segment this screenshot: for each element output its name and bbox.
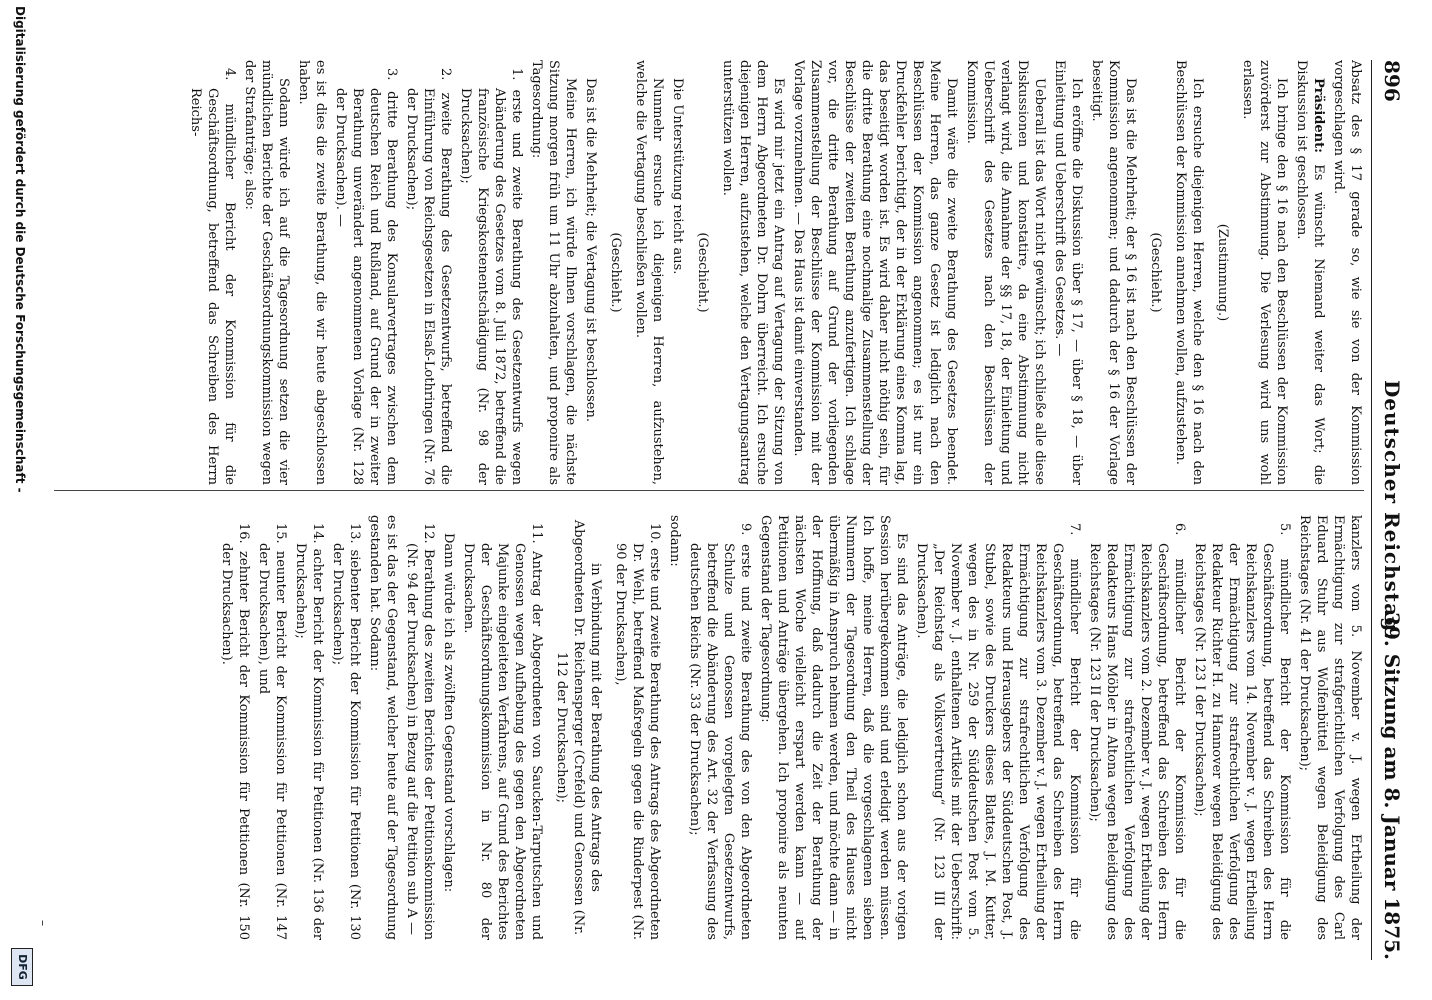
stage-direction: (Geschieht.) bbox=[608, 232, 623, 313]
paragraph bbox=[1293, 60, 1327, 485]
agenda-item: 2. zweite Berathung des Gesetzentwurfs, betreffend die Einführung von Reichsgesetzen in Elsaß-Lothringen (Nr. 76 der Drucksachen); bbox=[404, 68, 453, 485]
paragraph: Das ist die Mehrheit; die Vertagung ist beschlossen. bbox=[583, 78, 598, 422]
session-title: 39. Sitzung am 8. Januar 1875. bbox=[1380, 612, 1404, 960]
paragraph: es ist dies die zweite Berathung, die wir heute abgeschlossen haben. bbox=[296, 60, 328, 485]
page-header bbox=[1371, 60, 1412, 960]
paragraph: Die Unterstützung reicht aus. bbox=[670, 78, 685, 275]
right-column bbox=[54, 515, 1364, 940]
speech-text: Es wünscht Niemand weiter das Wort; die Diskussion ist geschlossen. bbox=[1294, 60, 1326, 485]
agenda-item: 12. Berathung des zweiten Berichtes der Petitionskommission (Nr. 94 der Drucksachen) in Bezug auf die Petition sub A — bbox=[404, 523, 436, 940]
paragraph: es ist das der Gegenstand, welcher heute auf der Tagesordnung gestanden hat. Sodann: bbox=[367, 515, 399, 940]
dfg-logo-icon: DFG bbox=[11, 948, 33, 986]
paragraph: Es wird mir jetzt ein Antrag auf Vertagung der Sitzung von dem Herrn Abgeordneten Dr. Dohrn überreicht. Ich ersuche diejenigen Herren, aufzustehen, welche den Vertagungsantrag unterstützen wollen. bbox=[720, 60, 786, 485]
paragraph: Damit wäre die zweite Berathung des Gesetzes beendet. Meine Herren, das ganze Gesetz ist lediglich nach den Beschlüssen der Kommission angenommen; es ist nur ein Druckfehler berichtigt, der in der Erklärung eines Komma lag, das beseitigt worden ist. Es wird daher nicht nöthig sein, für die dritte Berathung eine nochmalige Zusammenstellung der Beschlüsse der zweiten Berathung anzufertigen. Ich schlage vor, die dritte Berathung auf Grund der vorliegenden Zusammenstellung der Beschlüsse der Kommission mit der Vorlage vorzunehmen. — Das Haus ist damit einverstanden. bbox=[791, 60, 959, 485]
paragraph: Ich ersuche diejenigen Herren, welche den § 16 nach den Beschlüssen der Kommission annehmen wollen, aufzustehen. bbox=[1173, 60, 1205, 485]
stage-direction: (Geschieht.) bbox=[695, 232, 710, 313]
paragraph: Dann würde ich als zwölften Gegenstand vorschlagen: bbox=[441, 533, 456, 893]
paragraph: kanzlers vom 5. November v. J. wegen Ertheilung der Ermächtigung zur strafgerichtlichen Verfolgung des Carl Eduard Stuhr aus Wolfenbüttel wegen Beleidigung des Reichstages (Nr. 41 der Drucksachen); bbox=[1297, 515, 1363, 940]
agenda-item: 7. mündlicher Bericht der Kommission für die Geschäftsordnung, betreffend das Schreiben des Herrn Reichskanzlers vom 3. Dezember v. J. wegen Ertheilung der Ermächtigung zur strafrechtlichen Verfolgung des Redakteurs und Herausgebers der Süddeutschen Post, J. Stubel, sowie des Druckers dieses Blattes, J. M. Kutter, wegen des in Nr. 259 der Süddeutschen Post vom 5. November v. J. enthaltenen Artikels mit der Ueberschrift: „Der Reichstag als Volksvertretung“ (Nr. 123 III der Drucksachen). bbox=[914, 523, 1082, 940]
agenda-item: 6. mündlicher Bericht der Kommission für die Geschäftsordnung, betreffend das Schreiben des Herrn Reichskanzlers vom 2. Dezember v. J. wegen Ertheilung der Ermächtigung zur strafrechtlichen Verfolgung des Redakteurs Hans Möbler in Altona wegen Beleidigung des Reichstages (Nr. 123 II der Drucksachen); bbox=[1087, 523, 1187, 940]
page-footer bbox=[5, 0, 35, 1000]
paragraph: Es sind das Anträge, die lediglich schon aus der vorigen Session herübergekommen sind und erledigt werden müssen. Ich hoffe, meine Herren, daß die vorgeschlagenen sieben Nummern der Tagesordnung den Theil des Hauses nicht übermäßig in Anspruch nehmen werden, und möchte dann — in der Hoffnung, daß dadurch die Zeit der Berathung der nächsten Woche vielleicht erspart werden kann — auf Petitionen und Anträge übergehen. Ich proponire als neunten Gegenstand der Tagesordnung: bbox=[758, 515, 909, 940]
paragraph: Meine Herren, ich würde Ihnen vorschlagen, die nächste Sitzung morgen früh um 11 Uhr abzuhalten, und proponire als Tagesordnung: bbox=[529, 60, 578, 485]
left-column bbox=[54, 60, 1364, 485]
margin-mark: – bbox=[36, 920, 50, 926]
paragraph: Absatz des § 17 gerade so, wie sie von der Kommission vorgeschlagen wird. bbox=[1331, 60, 1363, 485]
paragraph: in Verbindung mit der Berathung des Antrags des Abgeordneten Dr. Reichensperger (Crefeld) und Genossen (Nr. 112 der Drucksachen); bbox=[554, 519, 603, 936]
paragraph: Das ist die Mehrheit; der § 16 ist nach den Beschlüssen der Kommission angenommen; und dadurch der § 16 der Vorlage beseitigt. bbox=[1089, 60, 1138, 485]
agenda-item: 14. achter Bericht der Kommission für Petitionen (Nr. 136 der Drucksachen); bbox=[293, 523, 325, 940]
stage-direction: (Geschieht.) bbox=[1148, 232, 1163, 313]
paragraph: Ueberall ist das Wort nicht gewünscht; ich schließe alle diese Diskussionen und konstatire, da eine Abstimmung nicht verlangt wird, die Annahme der §§ 17, 18, der Einleitung und Ueberschrift des Gesetzes nach den Beschlüssen der Kommission. bbox=[964, 60, 1047, 485]
publication-title: Deutscher Reichstag. bbox=[1380, 379, 1404, 641]
column-divider bbox=[54, 490, 1364, 491]
agenda-item: 16. zehnter Bericht der Kommission für Petitionen (Nr. 150 der Drucksachen). bbox=[219, 523, 251, 940]
agenda-item: 5. mündlicher Bericht der Kommission für die Geschäftsordnung, betreffend das Schreiben des Herrn Reichskanzlers vom 14. November v. J. wegen Ertheilung der Ermächtigung zur strafrechtlichen Verfolgung des Redakteur Richter H. zu Hannover wegen Beleidigung des Reichstages (Nr. 123 I der Drucksachen); bbox=[1192, 523, 1292, 940]
agenda-item: 1. erste und zweite Berathung des Gesetzentwurfs wegen Abänderung des Gesetzes vom 8. Juli 1872, betreffend die französische Kriegskostenentschädigung (Nr. 98 der Drucksachen); bbox=[458, 68, 524, 485]
paragraph: Ich bringe den § 16 nach den Beschlüssen der Kommission zuvörderst zur Abstimmung. Die Verlesung wird uns wohl erlassen. bbox=[1240, 60, 1289, 485]
speaker-label: Präsident: bbox=[1311, 78, 1326, 153]
paragraph: Ich eröffne die Diskussion über § 17, — über § 18, — über Einleitung und Ueberschrift des Gesetzes. — bbox=[1052, 60, 1084, 485]
agenda-item: 10. erste und zweite Berathung des Antrags des Abgeordneten Dr. Wehl, betreffend Maßregeln gegen die Rinderpest (Nr. 90 der Drucksachen), bbox=[613, 523, 662, 940]
paragraph: Sodann würde ich auf die Tagesordnung setzen die vier mündlichen Berichte der Geschäftsordnungskommission wegen der Strafanträge; also: bbox=[242, 60, 291, 485]
page-number: 896 bbox=[1380, 60, 1404, 102]
paragraph: sodann: bbox=[667, 515, 682, 567]
agenda-item: 11. Antrag der Abgeordneten von Saucken-Tarputschen und Genossen wegen Aufhebung des gegen den Abgeordneten Majunke eingeleiteten Verfahrens, auf Grund des Berichtes der Geschäftsordnungskommission in Nr. 80 der Drucksachen. bbox=[461, 523, 544, 940]
agenda-item: 4. mündlicher Bericht der Kommission für die Geschäftsordnung, betreffend das Schreiben des Herrn Reichs- bbox=[188, 68, 237, 485]
agenda-item: 13. siebenter Bericht der Kommission für Petitionen (Nr. 130 der Drucksachen); bbox=[330, 523, 362, 940]
stage-direction: (Zustimmung.) bbox=[1215, 223, 1230, 322]
paragraph: Nunmehr ersuche ich diejenigen Herren, aufzustehen, welche die Vertagung beschließen wollen. bbox=[633, 60, 665, 485]
agenda-item: 9. erste und zweite Berathung des von den Abgeordneten Schulze und Genossen vorgelegten Gesetzentwurfs, betreffend die Abänderung des Art. 32 der Verfassung des deutschen Reichs (Nr. 33 der Drucksachen); bbox=[687, 523, 753, 940]
digitization-credit: Digitalisierung gefördert durch die Deutsche Forschungsgemeinschaft - bbox=[13, 6, 27, 493]
agenda-item: 15. neunter Bericht der Kommission für Petitionen (Nr. 147 der Drucksachen), und bbox=[256, 523, 288, 940]
agenda-item: 3. dritte Berathung des Konsularvertrages zwischen dem deutschen Reich und Rußland, auf Grund der in zweiter Berathung unverändert angenommenen Vorlage (Nr. 128 der Drucksachen). — bbox=[333, 68, 399, 485]
